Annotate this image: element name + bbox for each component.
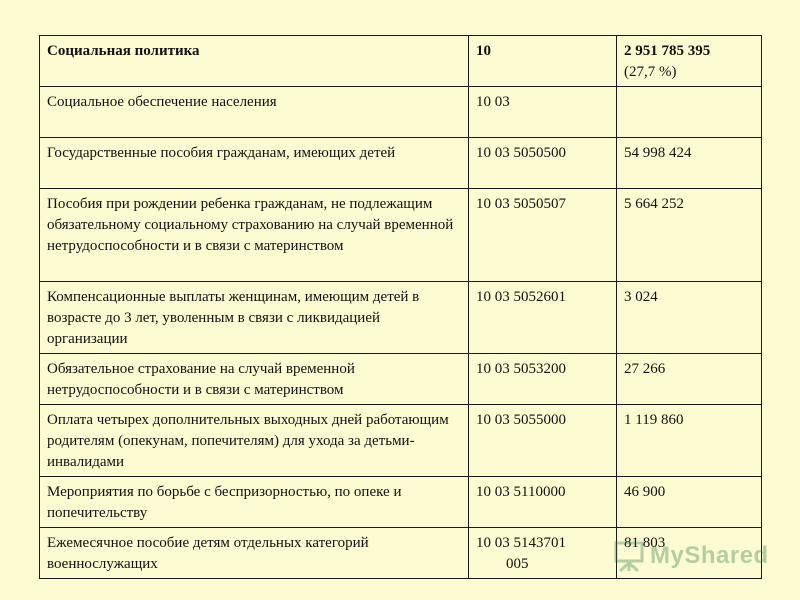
table-row [40, 405, 762, 477]
table-row [40, 138, 762, 189]
row-name-cell: Обязательное страхование на случай временной нетрудоспособности и в связи с материнством [40, 354, 469, 405]
table-row [40, 36, 762, 87]
row-name-cell: Компенсационные выплаты женщинам, имеющим детей в возрасте до 3 лет, уволенным в связи с ликвидацией организации [40, 282, 469, 354]
row-name-cell: Оплата четырех дополнительных выходных дней работающим родителям (опекунам, попечителям) для ухода за детьми-инвалидами [40, 405, 469, 477]
row-code-cell: 10 03 5053200 [469, 354, 617, 405]
row-code-cell: 10 03 [469, 87, 617, 138]
table-row [40, 282, 762, 354]
table-row [40, 354, 762, 405]
row-amount-cell: 46 900 [617, 477, 762, 528]
row-name-cell: Пособия при рождении ребенка гражданам, не подлежащим обязательному социальному страхованию на случай временной нетрудоспособности и в связи с материнством [40, 189, 469, 282]
row-name-cell: Социальное обеспечение населения [40, 87, 469, 138]
table-row [40, 87, 762, 138]
budget-table [39, 35, 762, 579]
row-code-cell: 10 [469, 36, 617, 87]
row-amount-cell: 54 998 424 [617, 138, 762, 189]
watermark-text: MyShared [650, 542, 769, 569]
row-code-cell: 10 03 5110000 [469, 477, 617, 528]
table-row [40, 528, 762, 579]
table-row [40, 477, 762, 528]
table-row [40, 189, 762, 282]
row-amount-cell [617, 87, 762, 138]
total-amount: 2 951 785 395 [624, 43, 711, 59]
row-amount-cell: 1 119 860 [617, 405, 762, 477]
row-amount-cell: 27 266 [617, 354, 762, 405]
row-code-continuation: 005 [506, 556, 529, 572]
row-name-cell: Мероприятия по борьбе с беспризорностью, по опеке и попечительству [40, 477, 469, 528]
row-name-cell: Ежемесячное пособие детям отдельных категорий военнослужащих [40, 528, 469, 579]
row-code-cell: 10 03 5050507 [469, 189, 617, 282]
row-name-cell: Социальная политика [40, 36, 469, 87]
row-code-cell: 10 03 5052601 [469, 282, 617, 354]
row-amount-cell [617, 36, 762, 87]
total-share: (27,7 %) [624, 64, 677, 80]
row-amount-cell: 5 664 252 [617, 189, 762, 282]
row-name-cell: Государственные пособия гражданам, имеющих детей [40, 138, 469, 189]
row-code-main: 10 03 5143701 [476, 535, 566, 551]
row-amount-cell: 81 803 [617, 528, 762, 579]
row-amount-cell: 3 024 [617, 282, 762, 354]
row-code-cell [469, 528, 617, 579]
row-code-cell: 10 03 5050500 [469, 138, 617, 189]
row-code-cell: 10 03 5055000 [469, 405, 617, 477]
